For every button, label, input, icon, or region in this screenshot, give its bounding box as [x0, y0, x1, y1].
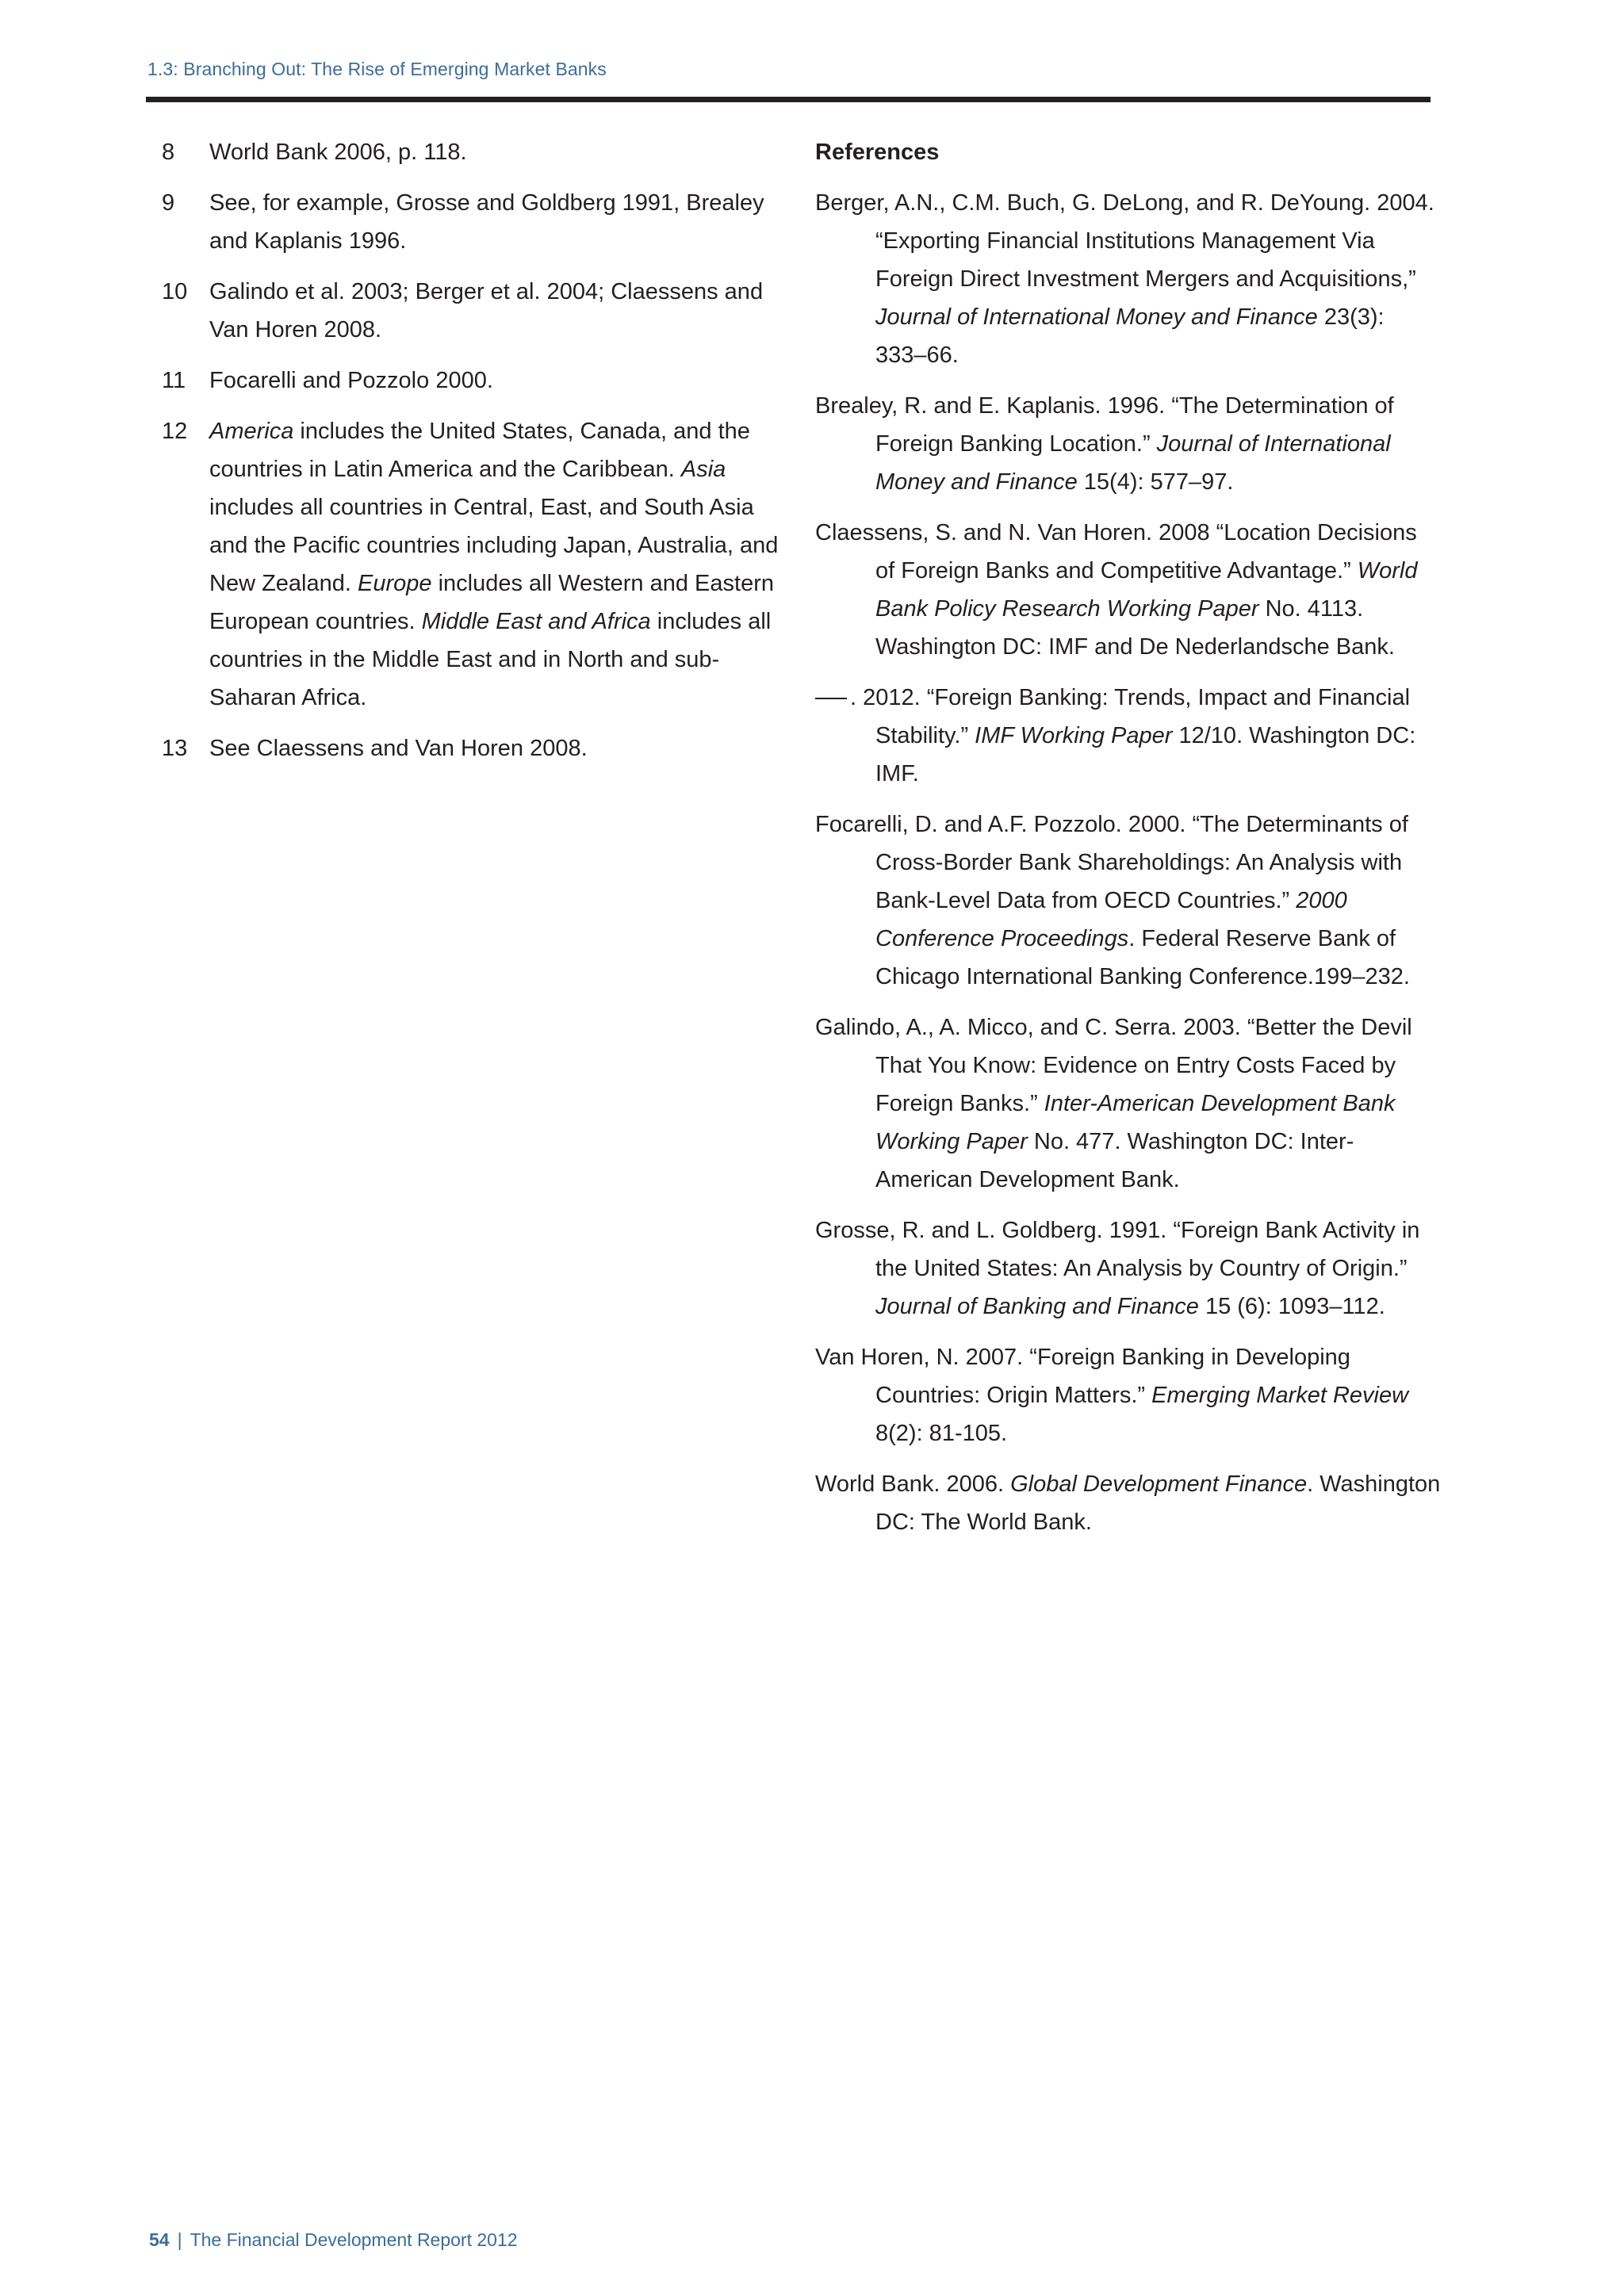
reference-entry	[815, 1465, 1442, 1541]
running-header: 1.3: Branching Out: The Rise of Emerging Market Banks	[147, 59, 607, 79]
italic-text: Journal of Banking and Finance	[875, 1294, 1199, 1319]
text-run: Galindo et al. 2003; Berger et al. 2004; Claessens and Van Horen 2008.	[209, 279, 764, 342]
italic-text: Middle East and Africa	[421, 609, 651, 634]
text-run: Grosse, R. and L. Goldberg. 1991. “Foreign Bank Activity in the United States: An Analysis by Country of Origin.”	[815, 1218, 1420, 1281]
text-run: 15(4): 577–97.	[1077, 469, 1234, 495]
italic-text: World Bank Policy Research Working Paper	[875, 558, 1418, 622]
text-run: includes all countries in Central, East, and South Asia and the Pacific countries including Japan, Australia, and New Zealand.	[209, 495, 779, 596]
text-run: No. 477. Washington DC: Inter-American Development Bank.	[875, 1129, 1354, 1192]
endnote-text	[209, 133, 780, 171]
text-run: Focarelli, D. and A.F. Pozzolo. 2000. “The Determinants of Cross-Border Bank Shareholdings: An Analysis with Bank-Level Data from OECD Countries.”	[815, 812, 1408, 913]
endnote-number: 8	[162, 140, 175, 165]
ditto-dash	[815, 698, 847, 699]
reference-entry	[815, 1008, 1442, 1199]
italic-text: Europe	[358, 571, 432, 596]
italic-text: Global Development Finance	[1010, 1471, 1308, 1497]
endnote-text	[209, 362, 780, 400]
text-run: Brealey, R. and E. Kaplanis. 1996. “The Determination of Foreign Banking Location.”	[815, 393, 1394, 457]
header-rule	[146, 97, 1431, 102]
endnote-text	[209, 412, 780, 717]
text-run: Claessens, S. and N. Van Horen. 2008 “Location Decisions of Foreign Banks and Competitive Advantage.”	[815, 520, 1417, 584]
italic-text: Emerging Market Review	[1151, 1383, 1409, 1408]
references-heading: References	[815, 140, 940, 165]
endnote-text	[209, 184, 780, 260]
page-footer	[149, 2229, 518, 2251]
endnote-12	[162, 412, 780, 717]
endnote-number: 13	[162, 736, 188, 761]
references-list	[815, 184, 1442, 1541]
italic-text: Journal of International Money and Finance	[875, 431, 1391, 495]
endnote-10	[162, 273, 780, 349]
text-run: See Claessens and Van Horen 2008.	[209, 736, 588, 761]
reference-entry	[815, 514, 1442, 666]
reference-entry	[815, 387, 1442, 501]
text-run: includes all Western and Eastern European countries.	[209, 571, 774, 634]
endnote-number: 9	[162, 190, 175, 216]
text-run: includes all countries in the Middle East and in North and sub-Saharan Africa.	[209, 609, 772, 710]
text-run: See, for example, Grosse and Goldberg 1991, Brealey and Kaplanis 1996.	[209, 190, 764, 254]
reference-entry	[815, 1211, 1442, 1326]
italic-text: America	[209, 419, 294, 444]
endnote-13	[162, 729, 780, 767]
endnotes-column	[162, 133, 780, 780]
italic-text: Journal of International Money and Finance	[875, 304, 1318, 330]
text-run: 15 (6): 1093–112.	[1198, 1294, 1385, 1319]
text-run: . 2012. “Foreign Banking: Trends, Impact and Financial Stability.”	[850, 685, 1411, 748]
endnote-9	[162, 184, 780, 260]
references-column	[815, 133, 1442, 1554]
text-run: includes the United States, Canada, and the countries in Latin America and the Caribbean.	[209, 419, 750, 482]
italic-text: Asia	[680, 457, 726, 482]
reference-entry	[815, 679, 1442, 793]
italic-text: Inter-American Development Bank Working Paper	[875, 1091, 1396, 1154]
endnote-text	[209, 729, 780, 767]
text-run: Focarelli and Pozzolo 2000.	[209, 368, 493, 393]
text-run: Galindo, A., A. Micco, and C. Serra. 2003. “Better the Devil That You Know: Evidence on Entry Costs Faced by Foreign Banks.”	[815, 1015, 1412, 1116]
text-run: World Bank 2006, p. 118.	[209, 140, 467, 165]
reference-entry	[815, 184, 1442, 374]
publication-title: The Financial Development Report 2012	[190, 2229, 518, 2250]
reference-entry	[815, 806, 1442, 996]
footer-separator: |	[177, 2229, 182, 2250]
text-run: Van Horen, N. 2007. “Foreign Banking in Developing Countries: Origin Matters.”	[815, 1345, 1350, 1408]
text-run: . Washington DC: The World Bank.	[875, 1471, 1441, 1535]
endnote-number: 11	[162, 368, 186, 393]
text-run: Berger, A.N., C.M. Buch, G. DeLong, and R. DeYoung. 2004. “Exporting Financial Institutions Management Via Foreign Direct Investment Mergers and Acquisitions,”	[815, 190, 1434, 292]
endnote-number: 10	[162, 279, 188, 304]
endnote-number: 12	[162, 419, 188, 444]
endnote-11	[162, 362, 780, 400]
text-run: . Federal Reserve Bank of Chicago International Banking Conference.199–232.	[875, 926, 1410, 989]
page-number: 54	[149, 2229, 170, 2250]
endnote-8	[162, 133, 780, 171]
text-run: World Bank. 2006.	[815, 1471, 1011, 1497]
text-run: 12/10. Washington DC: IMF.	[875, 723, 1416, 786]
italic-text: 2000 Conference Proceedings	[875, 888, 1347, 951]
reference-entry	[815, 1338, 1442, 1452]
text-run: 8(2): 81-105.	[875, 1421, 1008, 1446]
italic-text: IMF Working Paper	[975, 723, 1173, 748]
text-run: No. 4113. Washington DC: IMF and De Nederlandsche Bank.	[875, 596, 1395, 660]
text-run: 23(3): 333–66.	[875, 304, 1385, 368]
endnote-text	[209, 273, 780, 349]
